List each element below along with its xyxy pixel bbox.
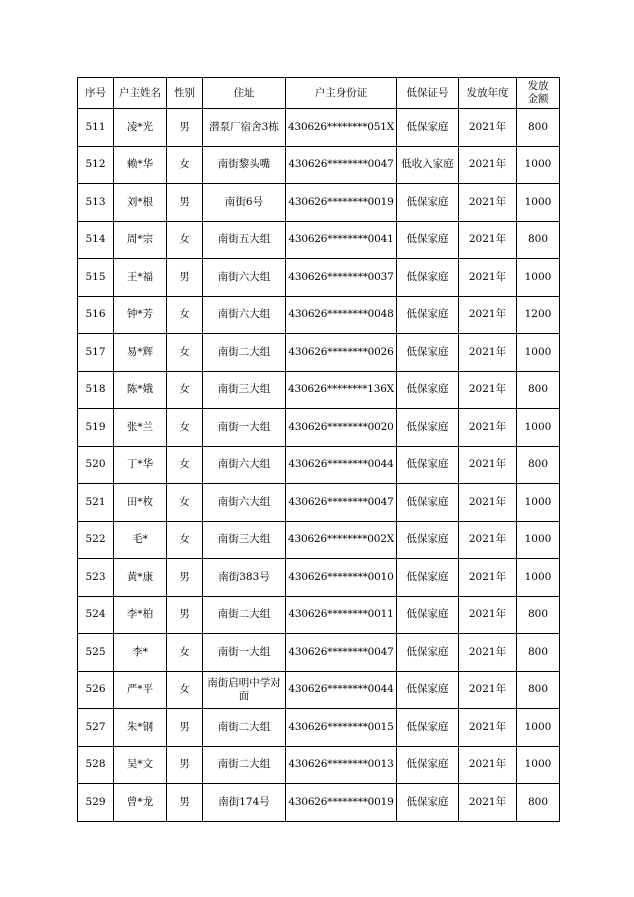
cell-payment-amount: 800 (517, 634, 560, 672)
cell-gender: 女 (167, 334, 203, 372)
relief-payment-table (77, 77, 560, 822)
header-address: 住址 (203, 78, 286, 109)
cell-householder-name: 李*柏 (114, 596, 167, 634)
table-row (78, 484, 560, 522)
table-row (78, 559, 560, 597)
cell-householder-name: 李* (114, 634, 167, 672)
cell-certificate-type: 低收入家庭 (397, 146, 459, 184)
cell-payment-year: 2021年 (459, 446, 517, 484)
cell-gender: 男 (167, 109, 203, 147)
cell-address: 南街六大组 (203, 296, 286, 334)
table-row (78, 259, 560, 297)
cell-serial-number: 518 (78, 371, 114, 409)
cell-payment-amount: 800 (517, 671, 560, 709)
header-gender: 性别 (167, 78, 203, 109)
cell-address: 南街6号 (203, 184, 286, 222)
cell-serial-number: 513 (78, 184, 114, 222)
cell-payment-amount: 1000 (517, 559, 560, 597)
cell-certificate-type: 低保家庭 (397, 109, 459, 147)
cell-id-number: 430626********0020 (286, 409, 397, 447)
header-payment-amount: 发放金额 (517, 78, 560, 109)
cell-id-number: 430626********0044 (286, 446, 397, 484)
cell-serial-number: 514 (78, 221, 114, 259)
cell-payment-amount: 1000 (517, 146, 560, 184)
cell-payment-year: 2021年 (459, 784, 517, 822)
cell-payment-amount: 1000 (517, 334, 560, 372)
cell-gender: 女 (167, 146, 203, 184)
cell-certificate-type: 低保家庭 (397, 184, 459, 222)
cell-payment-amount: 1200 (517, 296, 560, 334)
cell-gender: 男 (167, 746, 203, 784)
cell-id-number: 430626********0013 (286, 746, 397, 784)
header-serial-number: 序号 (78, 78, 114, 109)
cell-certificate-type: 低保家庭 (397, 484, 459, 522)
cell-serial-number: 521 (78, 484, 114, 522)
table-row (78, 409, 560, 447)
cell-id-number: 430626********0048 (286, 296, 397, 334)
cell-payment-year: 2021年 (459, 259, 517, 297)
cell-payment-amount: 1000 (517, 409, 560, 447)
cell-serial-number: 529 (78, 784, 114, 822)
table-row (78, 671, 560, 709)
cell-certificate-type: 低保家庭 (397, 334, 459, 372)
table-header-row (78, 78, 560, 109)
cell-householder-name: 严*平 (114, 671, 167, 709)
cell-payment-year: 2021年 (459, 371, 517, 409)
cell-payment-amount: 800 (517, 371, 560, 409)
cell-gender: 女 (167, 221, 203, 259)
cell-payment-year: 2021年 (459, 709, 517, 747)
cell-gender: 女 (167, 671, 203, 709)
cell-payment-year: 2021年 (459, 521, 517, 559)
table-row (78, 784, 560, 822)
cell-gender: 女 (167, 409, 203, 447)
cell-payment-year: 2021年 (459, 146, 517, 184)
cell-address: 南街三大组 (203, 371, 286, 409)
cell-payment-amount: 800 (517, 221, 560, 259)
cell-address: 南街一大组 (203, 409, 286, 447)
cell-payment-year: 2021年 (459, 296, 517, 334)
cell-certificate-type: 低保家庭 (397, 409, 459, 447)
cell-payment-year: 2021年 (459, 484, 517, 522)
cell-payment-amount: 1000 (517, 184, 560, 222)
cell-payment-amount: 800 (517, 596, 560, 634)
cell-householder-name: 田*枚 (114, 484, 167, 522)
cell-householder-name: 朱*钢 (114, 709, 167, 747)
cell-serial-number: 516 (78, 296, 114, 334)
cell-id-number: 430626********0044 (286, 671, 397, 709)
cell-gender: 女 (167, 484, 203, 522)
cell-serial-number: 517 (78, 334, 114, 372)
cell-certificate-type: 低保家庭 (397, 596, 459, 634)
cell-certificate-type: 低保家庭 (397, 671, 459, 709)
cell-serial-number: 515 (78, 259, 114, 297)
table-row (78, 109, 560, 147)
cell-certificate-type: 低保家庭 (397, 221, 459, 259)
cell-id-number: 430626********136X (286, 371, 397, 409)
cell-householder-name: 王*福 (114, 259, 167, 297)
cell-id-number: 430626********051X (286, 109, 397, 147)
cell-gender: 女 (167, 446, 203, 484)
cell-payment-amount: 800 (517, 784, 560, 822)
cell-address: 南街383号 (203, 559, 286, 597)
table-row (78, 746, 560, 784)
cell-payment-year: 2021年 (459, 671, 517, 709)
cell-id-number: 430626********0047 (286, 484, 397, 522)
cell-payment-year: 2021年 (459, 184, 517, 222)
cell-id-number: 430626********0019 (286, 784, 397, 822)
cell-payment-year: 2021年 (459, 596, 517, 634)
cell-payment-amount: 1000 (517, 259, 560, 297)
cell-address: 南街六大组 (203, 259, 286, 297)
cell-certificate-type: 低保家庭 (397, 521, 459, 559)
cell-id-number: 430626********0041 (286, 221, 397, 259)
cell-certificate-type: 低保家庭 (397, 746, 459, 784)
cell-householder-name: 丁*华 (114, 446, 167, 484)
table-row (78, 184, 560, 222)
cell-householder-name: 黄*康 (114, 559, 167, 597)
cell-gender: 女 (167, 521, 203, 559)
cell-payment-amount: 1000 (517, 709, 560, 747)
cell-address: 南街六大组 (203, 446, 286, 484)
cell-payment-year: 2021年 (459, 109, 517, 147)
cell-address: 南街五大组 (203, 221, 286, 259)
cell-payment-amount: 1000 (517, 746, 560, 784)
cell-gender: 男 (167, 709, 203, 747)
cell-certificate-type: 低保家庭 (397, 709, 459, 747)
cell-serial-number: 525 (78, 634, 114, 672)
cell-householder-name: 毛* (114, 521, 167, 559)
cell-payment-amount: 1000 (517, 484, 560, 522)
cell-payment-year: 2021年 (459, 634, 517, 672)
cell-gender: 女 (167, 634, 203, 672)
cell-payment-year: 2021年 (459, 409, 517, 447)
cell-payment-year: 2021年 (459, 221, 517, 259)
cell-id-number: 430626********0037 (286, 259, 397, 297)
cell-id-number: 430626********0011 (286, 596, 397, 634)
cell-householder-name: 刘*根 (114, 184, 167, 222)
cell-address: 南街一大组 (203, 634, 286, 672)
cell-gender: 男 (167, 184, 203, 222)
cell-address: 南街黎头嘴 (203, 146, 286, 184)
cell-address: 潜泵厂宿舍3栋 (203, 109, 286, 147)
cell-address: 南街六大组 (203, 484, 286, 522)
cell-householder-name: 张*兰 (114, 409, 167, 447)
table-row (78, 596, 560, 634)
cell-serial-number: 522 (78, 521, 114, 559)
cell-payment-year: 2021年 (459, 334, 517, 372)
cell-payment-year: 2021年 (459, 746, 517, 784)
cell-payment-year: 2021年 (459, 559, 517, 597)
cell-certificate-type: 低保家庭 (397, 784, 459, 822)
cell-serial-number: 512 (78, 146, 114, 184)
table-row (78, 446, 560, 484)
cell-serial-number: 511 (78, 109, 114, 147)
cell-serial-number: 526 (78, 671, 114, 709)
cell-payment-amount: 800 (517, 109, 560, 147)
table-body (78, 109, 560, 822)
cell-serial-number: 528 (78, 746, 114, 784)
cell-serial-number: 527 (78, 709, 114, 747)
cell-certificate-type: 低保家庭 (397, 296, 459, 334)
cell-id-number: 430626********002X (286, 521, 397, 559)
cell-householder-name: 周*宗 (114, 221, 167, 259)
header-certificate-type: 低保证号 (397, 78, 459, 109)
cell-certificate-type: 低保家庭 (397, 559, 459, 597)
cell-id-number: 430626********0015 (286, 709, 397, 747)
cell-certificate-type: 低保家庭 (397, 634, 459, 672)
cell-id-number: 430626********0047 (286, 634, 397, 672)
cell-address: 南街二大组 (203, 746, 286, 784)
cell-address: 南街二大组 (203, 596, 286, 634)
table-row (78, 521, 560, 559)
header-payment-year: 发放年度 (459, 78, 517, 109)
cell-address: 南街二大组 (203, 334, 286, 372)
cell-address: 南街启明中学对面 (203, 671, 286, 709)
header-id-number: 户主身份证 (286, 78, 397, 109)
cell-serial-number: 524 (78, 596, 114, 634)
cell-householder-name: 曾*龙 (114, 784, 167, 822)
cell-gender: 女 (167, 296, 203, 334)
cell-payment-amount: 1000 (517, 521, 560, 559)
cell-address: 南街三大组 (203, 521, 286, 559)
cell-gender: 男 (167, 784, 203, 822)
cell-householder-name: 易*辉 (114, 334, 167, 372)
cell-serial-number: 519 (78, 409, 114, 447)
cell-id-number: 430626********0047 (286, 146, 397, 184)
cell-id-number: 430626********0019 (286, 184, 397, 222)
cell-address: 南街二大组 (203, 709, 286, 747)
header-householder-name: 户主姓名 (114, 78, 167, 109)
table-row (78, 634, 560, 672)
cell-gender: 女 (167, 371, 203, 409)
cell-householder-name: 吴*文 (114, 746, 167, 784)
cell-householder-name: 赖*华 (114, 146, 167, 184)
cell-householder-name: 凌*光 (114, 109, 167, 147)
cell-gender: 男 (167, 596, 203, 634)
table-row (78, 371, 560, 409)
cell-serial-number: 520 (78, 446, 114, 484)
cell-address: 南街174号 (203, 784, 286, 822)
cell-gender: 男 (167, 559, 203, 597)
table-row (78, 709, 560, 747)
cell-id-number: 430626********0010 (286, 559, 397, 597)
cell-certificate-type: 低保家庭 (397, 259, 459, 297)
cell-gender: 男 (167, 259, 203, 297)
cell-certificate-type: 低保家庭 (397, 446, 459, 484)
table-row (78, 221, 560, 259)
table-row (78, 146, 560, 184)
cell-payment-amount: 800 (517, 446, 560, 484)
table-row (78, 296, 560, 334)
cell-id-number: 430626********0026 (286, 334, 397, 372)
cell-serial-number: 523 (78, 559, 114, 597)
cell-householder-name: 钟*芳 (114, 296, 167, 334)
cell-certificate-type: 低保家庭 (397, 371, 459, 409)
cell-householder-name: 陈*娥 (114, 371, 167, 409)
table-row (78, 334, 560, 372)
